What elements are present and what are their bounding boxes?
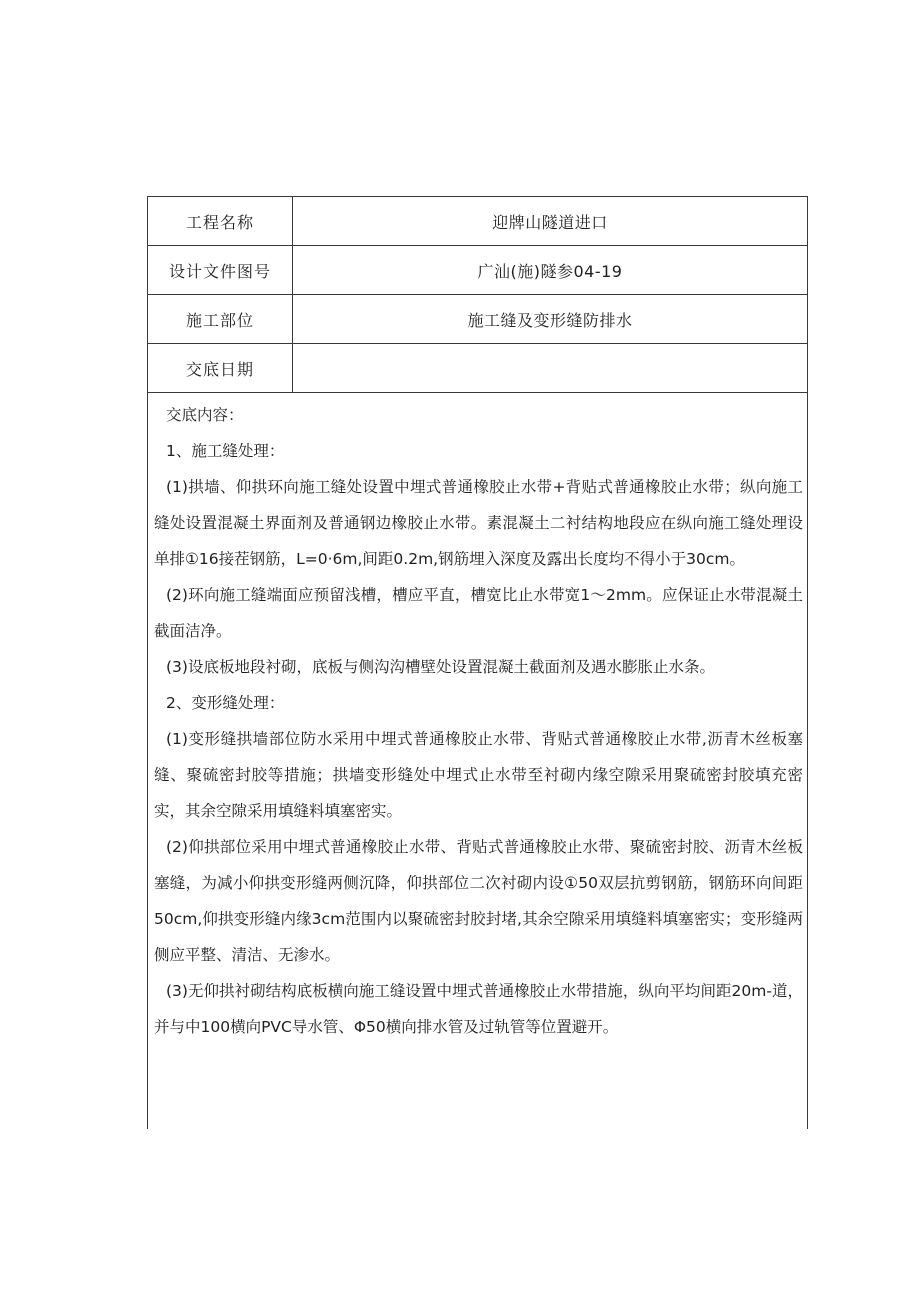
design-drawing-number-label: 设计文件图号 <box>148 246 293 294</box>
disclosure-content <box>148 393 807 1045</box>
row-project-name <box>148 197 807 246</box>
content-heading: 交底内容： <box>166 406 244 424</box>
section-1-title: 1、施工缝处理： <box>166 442 285 460</box>
disclosure-form-table <box>147 196 808 1129</box>
section-2-paragraph-2: (2)仰拱部位采用中埋式普通橡胶止水带、背贴式普通橡胶止水带、聚硫密封胶、沥青木丝板塞缝，为减小仰拱变形缝两侧沉降，仰拱部位二次衬砌内设①50双层抗剪钢筋，钢筋环向间距50cm,仰拱变形缝内缘3cm范围内以聚硫密封胶封堵,其余空隙采用填缝料填塞密实；变形缝两侧应平整、清洁、无渗水。 <box>154 838 803 964</box>
construction-part-value: 施工缝及变形缝防排水 <box>467 310 633 330</box>
project-name-label: 工程名称 <box>148 197 293 245</box>
disclosure-date-value <box>293 344 807 392</box>
construction-part-label: 施工部位 <box>148 295 293 343</box>
section-1-paragraph-2: (2)环向施工缝端面应预留浅槽，槽应平直，槽宽比止水带宽1〜2mm。应保证止水带混凝土截面洁净。 <box>154 586 803 640</box>
design-drawing-number-value: 广汕(施)隧参04-19 <box>477 261 623 281</box>
section-1-paragraph-3: (3)设底板地段衬砌，底板与侧沟沟槽壁处设置混凝土截面剂及遇水膨胀止水条。 <box>166 658 715 676</box>
row-disclosure-date <box>148 344 807 393</box>
disclosure-date-label: 交底日期 <box>148 344 293 392</box>
section-2-paragraph-1: (1)变形缝拱墙部位防水采用中埋式普通橡胶止水带、背贴式普通橡胶止水带,沥青木丝板塞缝、聚硫密封胶等措施；拱墙变形缝处中埋式止水带至衬砌内缘空隙采用聚硫密封胶填充密实，其余空隙采用填缝料填塞密实。 <box>154 730 803 820</box>
project-name-value: 迎牌山隧道进口 <box>492 212 608 232</box>
row-construction-part <box>148 295 807 344</box>
section-2-title: 2、变形缝处理： <box>166 694 285 712</box>
row-design-drawing-number <box>148 246 807 295</box>
section-1-paragraph-1: (1)拱墙、仰拱环向施工缝处设置中埋式普通橡胶止水带+背贴式普通橡胶止水带；纵向施工缝处设置混凝土界面剂及普通钢边橡胶止水带。素混凝土二衬结构地段应在纵向施工缝处理设单排①16接茬钢筋，L=0·6m,间距0.2m,钢筋埋入深度及露出长度均不得小于30cm。 <box>154 478 803 568</box>
section-2-paragraph-3: (3)无仰拱衬砌结构底板横向施工缝设置中埋式普通橡胶止水带措施，纵向平均间距20m-道，并与中100横向PVC导水管、Φ50横向排水管及过轨管等位置避开。 <box>154 982 803 1036</box>
